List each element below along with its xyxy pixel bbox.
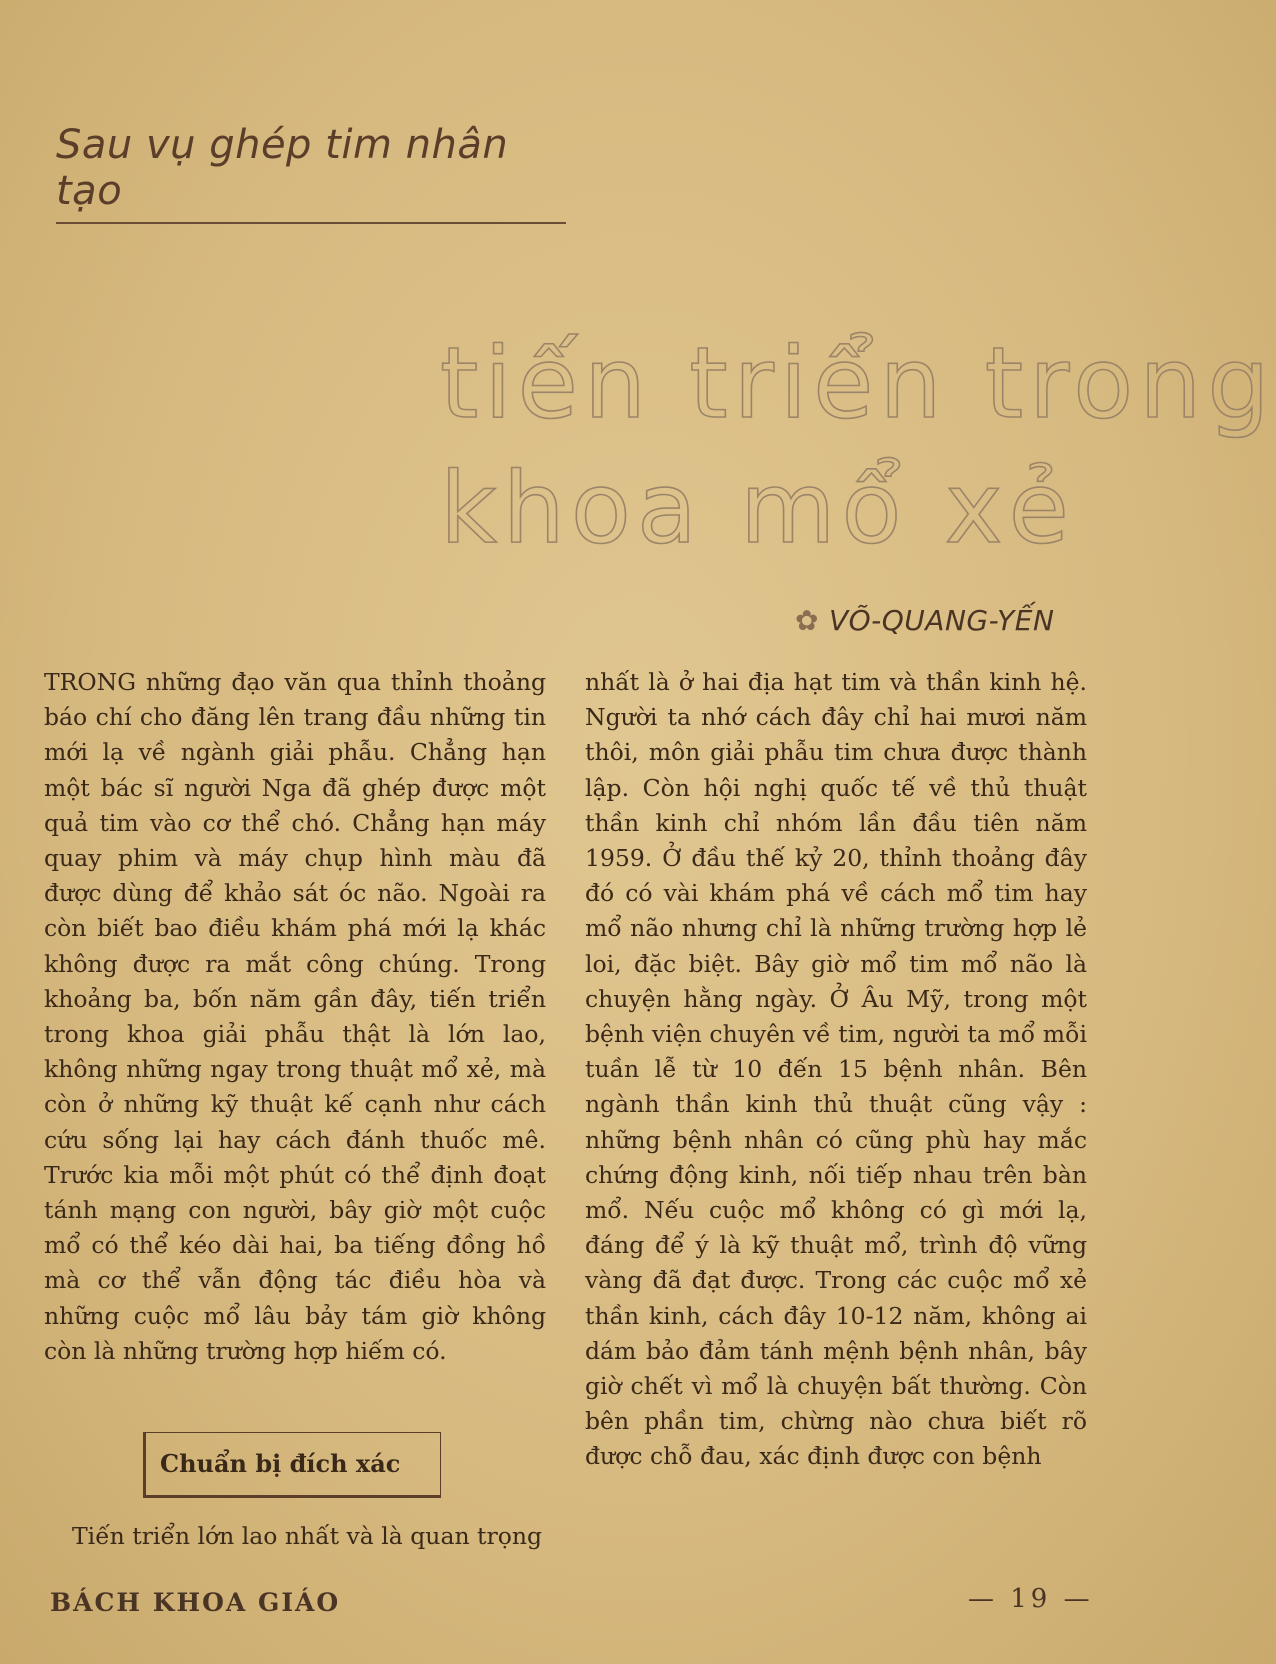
- publication-name: BÁCH KHOA GIÁO: [50, 1588, 341, 1617]
- author-byline: [795, 604, 1095, 637]
- flower-ornament-icon: ✿: [795, 604, 819, 637]
- left-column-continuation: Tiến triển lớn lao nhất và là quan trọng: [72, 1522, 543, 1550]
- page-number: — 19 —: [968, 1584, 1094, 1614]
- article-title-line-2: khoa mổ xẻ: [440, 452, 1075, 566]
- author-name: VÕ-QUANG-YẾN: [828, 604, 1055, 637]
- right-column-text: nhất là ở hai địa hạt tim và thần kinh hệ. Người ta nhớ cách đây chỉ hai mươi năm thôi, môn giải phẫu tim chưa được thành lập. Còn hội nghị quốc tế về thủ thuật thần kinh chỉ nhóm lần đầu tiên năm 1959. Ở đầu thế kỷ 20, thỉnh thoảng đây đó có vài khám phá về cách mổ tim hay mổ não nhưng chỉ là những trường hợp lẻ loi, đặc biệt. Bây giờ mổ tim mổ não là chuyện hằng ngày. Ở Âu Mỹ, trong một bệnh viện chuyên về tim, người ta mổ mỗi tuần lễ từ 10 đến 15 bệnh nhân. Bên ngành thần kinh thủ thuật cũng vậy : những bệnh nhân có cũng phù hay mắc chứng động kinh, nối tiếp nhau trên bàn mổ. Nếu cuộc mổ không có gì mới lạ, đáng để ý là kỹ thuật mổ, trình độ vững vàng đã đạt được. Trong các cuộc mổ xẻ thần kinh, cách đây 10-12 năm, không ai dám bảo đảm tánh mệnh bệnh nhân, bây giờ chết vì mổ là chuyện bất thường. Còn bên phần tim, chừng nào chưa biết rõ được chỗ đau, xác định được con bệnh: [585, 668, 1087, 1471]
- right-column: [585, 665, 1087, 1475]
- subheading-box: Chuẩn bị đích xác: [143, 1432, 441, 1498]
- left-column-text: TRONG những đạo văn qua thỉnh thoảng báo chí cho đăng lên trang đầu những tin mới lạ về ngành giải phẫu. Chẳng hạn một bác sĩ người Nga đã ghép được một quả tim vào cơ thể chó. Chẳng hạn máy quay phim và máy chụp hình màu đã được dùng để khảo sát óc não. Ngoài ra còn biết bao điều khám phá mới lạ khác không được ra mắt công chúng. Trong khoảng ba, bốn năm gần đây, tiến triển trong khoa giải phẫu thật là lớn lao, không những ngay trong thuật mổ xẻ, mà còn ở những kỹ thuật kế cạnh như cách cứu sống lại hay cách đánh thuốc mê. Trước kia mỗi một phút có thể định đoạt tánh mạng con người, bây giờ một cuộc mổ có thể kéo dài hai, ba tiếng đồng hồ mà cơ thể vẫn động tác điều hòa và những cuộc mổ lâu bảy tám giờ không còn là những trường hợp hiếm có.: [44, 668, 546, 1365]
- article-kicker: Sau vụ ghép tim nhân tạo: [56, 122, 566, 224]
- left-column: [44, 665, 546, 1369]
- article-title-line-1: tiến triển trong: [440, 327, 1276, 441]
